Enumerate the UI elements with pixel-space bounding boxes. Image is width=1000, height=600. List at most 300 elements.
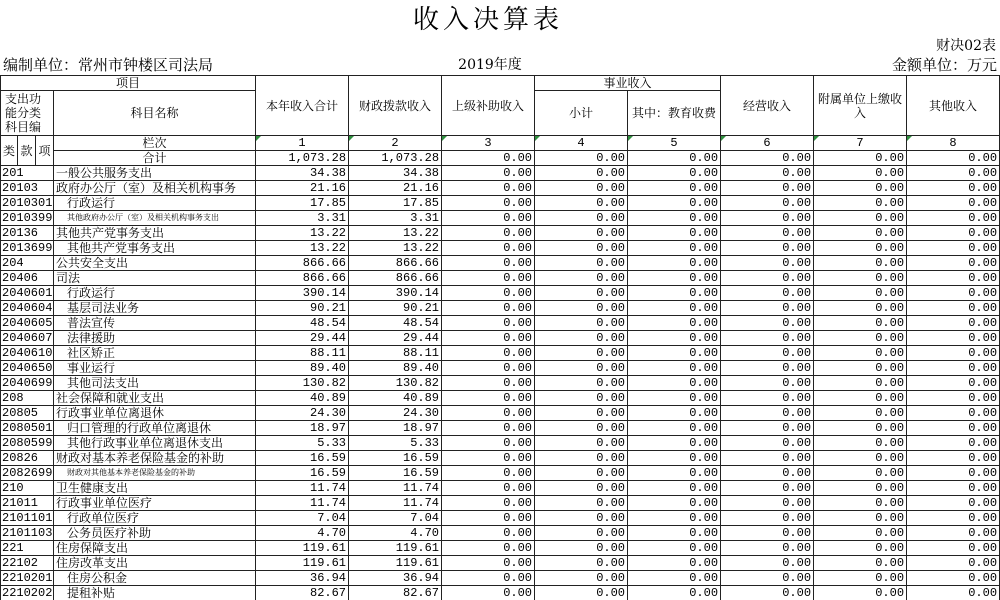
amount-cell: 82.67	[349, 586, 442, 600]
table-row	[1, 361, 1000, 376]
amount-cell: 0.00	[721, 196, 814, 211]
amount-cell: 0.00	[535, 391, 628, 406]
income-table	[0, 75, 1000, 600]
amount-cell: 0.00	[907, 316, 1000, 331]
amount-cell: 0.00	[721, 166, 814, 181]
amount-cell: 0.00	[535, 571, 628, 586]
amount-cell: 48.54	[256, 316, 349, 331]
amount-cell: 0.00	[814, 421, 907, 436]
amount-cell: 0.00	[535, 586, 628, 600]
amount-cell: 0.00	[442, 496, 535, 511]
amount-cell: 0.00	[814, 391, 907, 406]
subject-name: 卫生健康支出	[54, 481, 256, 496]
amount-cell: 29.44	[256, 331, 349, 346]
amount-cell: 0.00	[535, 271, 628, 286]
amount-cell: 16.59	[349, 451, 442, 466]
amount-cell: 0.00	[907, 406, 1000, 421]
amount-cell: 0.00	[442, 526, 535, 541]
header-education-fees: 其中：教育收费	[628, 91, 721, 136]
amount-cell: 0.00	[907, 571, 1000, 586]
amount-cell: 0.00	[442, 586, 535, 600]
amount-cell: 0.00	[535, 421, 628, 436]
amount-cell: 0.00	[814, 406, 907, 421]
amount-cell: 0.00	[535, 511, 628, 526]
amount-cell: 0.00	[907, 256, 1000, 271]
amount-cell: 13.22	[349, 241, 442, 256]
header-row-top	[1, 76, 1000, 91]
total-amount: 0.00	[535, 151, 628, 166]
amount-cell: 0.00	[721, 181, 814, 196]
amount-cell: 390.14	[349, 286, 442, 301]
amount-cell: 0.00	[907, 346, 1000, 361]
amount-cell: 0.00	[442, 421, 535, 436]
table-row	[1, 256, 1000, 271]
amount-cell: 21.16	[256, 181, 349, 196]
amount-cell: 0.00	[814, 481, 907, 496]
amount-cell: 0.00	[721, 466, 814, 481]
subject-code: 2040605	[2, 316, 53, 330]
amount-cell: 0.00	[907, 271, 1000, 286]
amount-cell: 0.00	[628, 361, 721, 376]
amount-cell: 17.85	[256, 196, 349, 211]
subject-name: 公共安全支出	[54, 256, 256, 271]
amount-cell: 0.00	[628, 421, 721, 436]
header-superior-subsidy: 上级补助收入	[442, 76, 535, 136]
amount-cell: 0.00	[907, 361, 1000, 376]
amount-cell: 0.00	[442, 556, 535, 571]
column-index: 4	[535, 136, 628, 151]
amount-cell: 88.11	[256, 346, 349, 361]
amount-cell: 390.14	[256, 286, 349, 301]
subject-name: 法律援助	[54, 331, 256, 346]
amount-cell: 0.00	[907, 586, 1000, 600]
amount-cell: 0.00	[535, 181, 628, 196]
amount-cell: 0.00	[442, 301, 535, 316]
amount-cell: 36.94	[256, 571, 349, 586]
subject-name: 财政对基本养老保险基金的补助	[54, 451, 256, 466]
total-amount: 1,073.28	[256, 151, 349, 166]
amount-cell: 0.00	[628, 496, 721, 511]
amount-cell: 0.00	[907, 466, 1000, 481]
amount-cell: 0.00	[814, 181, 907, 196]
compiling-unit: 编制单位：常州市钟楼区司法局	[3, 56, 214, 74]
amount-cell: 0.00	[442, 511, 535, 526]
amount-cell: 130.82	[349, 376, 442, 391]
amount-cell: 40.89	[256, 391, 349, 406]
table-row	[1, 496, 1000, 511]
table-row	[1, 241, 1000, 256]
amount-cell: 0.00	[442, 181, 535, 196]
amount-cell: 0.00	[814, 166, 907, 181]
amount-cell: 0.00	[721, 511, 814, 526]
amount-cell: 0.00	[721, 301, 814, 316]
amount-cell: 0.00	[907, 391, 1000, 406]
amount-cell: 0.00	[628, 241, 721, 256]
amount-cell: 82.67	[256, 586, 349, 600]
amount-cell: 16.59	[256, 451, 349, 466]
amount-cell: 866.66	[256, 256, 349, 271]
subject-name: 其他共产党事务支出	[54, 226, 256, 241]
subject-code: 201	[1, 166, 54, 181]
amount-cell: 5.33	[349, 436, 442, 451]
subject-name: 行政运行	[54, 196, 256, 211]
amount-cell: 0.00	[535, 316, 628, 331]
amount-cell: 0.00	[721, 361, 814, 376]
header-operating-income: 经营收入	[721, 76, 814, 136]
amount-cell: 0.00	[814, 301, 907, 316]
amount-cell: 0.00	[442, 166, 535, 181]
table-row	[1, 226, 1000, 241]
subject-code: 221	[1, 541, 54, 556]
amount-cell: 866.66	[349, 271, 442, 286]
table-row	[1, 346, 1000, 361]
amount-cell: 29.44	[349, 331, 442, 346]
table-row	[1, 466, 1000, 481]
amount-cell: 13.22	[256, 226, 349, 241]
amount-cell: 0.00	[721, 256, 814, 271]
amount-cell: 0.00	[535, 331, 628, 346]
column-index-row	[1, 136, 1000, 151]
amount-cell: 0.00	[628, 451, 721, 466]
subject-code: 20103	[1, 181, 54, 196]
subject-code: 2040650	[2, 361, 53, 375]
amount-cell: 119.61	[256, 556, 349, 571]
amount-cell: 0.00	[907, 496, 1000, 511]
amount-cell: 0.00	[442, 256, 535, 271]
table-row	[1, 331, 1000, 346]
amount-cell: 0.00	[721, 556, 814, 571]
amount-cell: 0.00	[907, 541, 1000, 556]
amount-cell: 0.00	[442, 346, 535, 361]
header-affiliated-remittance: 附属单位上缴收入	[814, 76, 907, 136]
amount-cell: 0.00	[721, 211, 814, 226]
amount-cell: 0.00	[442, 451, 535, 466]
subject-name: 其他司法支出	[54, 376, 256, 391]
amount-cell: 0.00	[442, 391, 535, 406]
amount-cell: 0.00	[628, 166, 721, 181]
amount-cell: 0.00	[907, 481, 1000, 496]
amount-cell: 0.00	[442, 286, 535, 301]
amount-cell: 0.00	[907, 211, 1000, 226]
amount-cell: 0.00	[814, 361, 907, 376]
amount-cell: 0.00	[628, 571, 721, 586]
header-business-income-group: 事业收入	[535, 76, 721, 91]
column-index: 1	[256, 136, 349, 151]
total-amount: 1,073.28	[349, 151, 442, 166]
amount-cell: 0.00	[535, 526, 628, 541]
amount-cell: 11.74	[349, 496, 442, 511]
subject-name: 一般公共服务支出	[54, 166, 256, 181]
amount-cell: 48.54	[349, 316, 442, 331]
amount-cell: 0.00	[535, 286, 628, 301]
amount-cell: 0.00	[535, 436, 628, 451]
subject-code: 22102	[1, 556, 54, 571]
table-row	[1, 271, 1000, 286]
subject-code: 210	[1, 481, 54, 496]
amount-cell: 0.00	[535, 376, 628, 391]
amount-cell: 0.00	[628, 541, 721, 556]
amount-cell: 0.00	[907, 511, 1000, 526]
amount-cell: 0.00	[628, 256, 721, 271]
amount-cell: 0.00	[442, 271, 535, 286]
amount-cell: 34.38	[256, 166, 349, 181]
amount-cell: 0.00	[814, 226, 907, 241]
table-row	[1, 376, 1000, 391]
table-row	[1, 301, 1000, 316]
amount-cell: 0.00	[628, 391, 721, 406]
subject-name: 住房改革支出	[54, 556, 256, 571]
amount-cell: 89.40	[256, 361, 349, 376]
amount-cell: 0.00	[535, 496, 628, 511]
total-label: 合计	[54, 151, 256, 166]
amount-cell: 0.00	[442, 376, 535, 391]
amount-cell: 18.97	[349, 421, 442, 436]
fiscal-year: 2019年度	[458, 57, 522, 73]
amount-cell: 7.04	[256, 511, 349, 526]
amount-cell: 0.00	[628, 331, 721, 346]
amount-cell: 16.59	[349, 466, 442, 481]
row-index-label: 栏次	[54, 136, 256, 151]
amount-cell: 0.00	[907, 301, 1000, 316]
subject-code: 2080501	[2, 421, 53, 435]
amount-cell: 0.00	[535, 406, 628, 421]
amount-cell: 0.00	[721, 421, 814, 436]
amount-cell: 0.00	[814, 286, 907, 301]
amount-cell: 0.00	[442, 196, 535, 211]
amount-cell: 0.00	[721, 541, 814, 556]
header-subject-code: 支出功能分类科目编	[1, 91, 54, 136]
column-index: 2	[349, 136, 442, 151]
subject-code: 20826	[1, 451, 54, 466]
subject-code: 20805	[1, 406, 54, 421]
amount-cell: 0.00	[721, 316, 814, 331]
column-index: 3	[442, 136, 535, 151]
amount-cell: 90.21	[256, 301, 349, 316]
table-row	[1, 391, 1000, 406]
column-index: 6	[721, 136, 814, 151]
amount-cell: 0.00	[628, 181, 721, 196]
amount-cell: 0.00	[814, 556, 907, 571]
table-row	[1, 286, 1000, 301]
amount-cell: 0.00	[814, 526, 907, 541]
amount-cell: 11.74	[256, 481, 349, 496]
amount-cell: 119.61	[349, 556, 442, 571]
table-row	[1, 556, 1000, 571]
amount-cell: 0.00	[814, 466, 907, 481]
subject-code: 2210202	[2, 586, 53, 600]
subject-code: 2080599	[2, 436, 53, 450]
subject-name: 其他共产党事务支出	[54, 241, 256, 256]
amount-cell: 0.00	[442, 331, 535, 346]
table-row	[1, 541, 1000, 556]
amount-cell: 0.00	[814, 586, 907, 600]
amount-cell: 0.00	[535, 301, 628, 316]
amount-cell: 0.00	[814, 376, 907, 391]
amount-cell: 0.00	[442, 466, 535, 481]
amount-cell: 0.00	[628, 316, 721, 331]
amount-cell: 0.00	[907, 166, 1000, 181]
amount-cell: 0.00	[628, 526, 721, 541]
amount-cell: 0.00	[628, 286, 721, 301]
subject-name: 普法宣传	[54, 316, 256, 331]
subject-code: 204	[1, 256, 54, 271]
report-title: 收入决算表	[412, 5, 563, 35]
form-code: 财决02表	[936, 38, 996, 54]
header-project: 项目	[1, 76, 256, 91]
subject-code: 2013699	[2, 241, 53, 255]
amount-cell: 0.00	[721, 586, 814, 600]
amount-cell: 13.22	[349, 226, 442, 241]
table-row	[1, 511, 1000, 526]
total-amount: 0.00	[721, 151, 814, 166]
amount-cell: 4.70	[256, 526, 349, 541]
amount-cell: 0.00	[442, 241, 535, 256]
table-row	[1, 181, 1000, 196]
amount-cell: 0.00	[628, 346, 721, 361]
amount-cell: 0.00	[535, 226, 628, 241]
subject-code: 2040604	[2, 301, 53, 315]
table-row	[1, 211, 1000, 226]
amount-cell: 21.16	[349, 181, 442, 196]
subject-name: 住房公积金	[54, 571, 256, 586]
subject-code: 2101103	[2, 526, 53, 540]
table-row	[1, 421, 1000, 436]
amount-cell: 16.59	[256, 466, 349, 481]
amount-cell: 0.00	[814, 436, 907, 451]
total-amount: 0.00	[628, 151, 721, 166]
amount-cell: 11.74	[349, 481, 442, 496]
amount-cell: 0.00	[535, 166, 628, 181]
amount-cell: 0.00	[721, 331, 814, 346]
total-row	[1, 151, 1000, 166]
amount-cell: 88.11	[349, 346, 442, 361]
amount-cell: 0.00	[628, 466, 721, 481]
subject-code: 208	[1, 391, 54, 406]
subject-name: 社区矫正	[54, 346, 256, 361]
amount-cell: 0.00	[535, 211, 628, 226]
subject-code: 2010301	[2, 196, 53, 210]
amount-cell: 18.97	[256, 421, 349, 436]
amount-cell: 0.00	[442, 211, 535, 226]
amount-cell: 0.00	[814, 451, 907, 466]
header-item: 项	[36, 136, 54, 166]
subject-name: 其他政府办公厅（室）及相关机构事务支出	[54, 211, 256, 226]
amount-cell: 0.00	[442, 226, 535, 241]
header-section: 款	[18, 136, 36, 166]
table-row	[1, 436, 1000, 451]
amount-cell: 130.82	[256, 376, 349, 391]
subject-name: 行政事业单位离退休	[54, 406, 256, 421]
subject-name: 其他行政事业单位离退休支出	[54, 436, 256, 451]
amount-cell: 0.00	[628, 586, 721, 600]
subject-code: 20136	[1, 226, 54, 241]
subject-code: 21011	[1, 496, 54, 511]
amount-cell: 0.00	[814, 541, 907, 556]
subject-name: 提租补贴	[54, 586, 256, 600]
amount-cell: 0.00	[628, 436, 721, 451]
amount-cell: 0.00	[442, 541, 535, 556]
amount-cell: 0.00	[907, 421, 1000, 436]
amount-cell: 0.00	[442, 406, 535, 421]
subject-name: 公务员医疗补助	[54, 526, 256, 541]
amount-cell: 0.00	[442, 481, 535, 496]
amount-cell: 5.33	[256, 436, 349, 451]
table-row	[1, 481, 1000, 496]
amount-cell: 0.00	[535, 256, 628, 271]
column-index: 5	[628, 136, 721, 151]
amount-cell: 3.31	[349, 211, 442, 226]
amount-cell: 0.00	[721, 241, 814, 256]
amount-cell: 0.00	[907, 181, 1000, 196]
amount-cell: 0.00	[535, 241, 628, 256]
amount-cell: 0.00	[628, 406, 721, 421]
header-total-income: 本年收入合计	[256, 76, 349, 136]
subject-code: 2010399	[2, 211, 53, 225]
subject-name: 归口管理的行政单位离退休	[54, 421, 256, 436]
amount-cell: 0.00	[628, 226, 721, 241]
amount-cell: 866.66	[256, 271, 349, 286]
amount-cell: 0.00	[814, 271, 907, 286]
amount-cell: 0.00	[814, 256, 907, 271]
amount-cell: 0.00	[907, 376, 1000, 391]
amount-cell: 0.00	[721, 526, 814, 541]
amount-cell: 0.00	[628, 196, 721, 211]
amount-cell: 119.61	[349, 541, 442, 556]
amount-cell: 0.00	[721, 271, 814, 286]
subject-name: 行政事业单位医疗	[54, 496, 256, 511]
amount-cell: 0.00	[628, 271, 721, 286]
amount-cell: 36.94	[349, 571, 442, 586]
total-amount: 0.00	[814, 151, 907, 166]
amount-cell: 0.00	[721, 226, 814, 241]
amount-cell: 11.74	[256, 496, 349, 511]
header-class: 类	[1, 136, 18, 166]
amount-cell: 0.00	[814, 241, 907, 256]
header-fiscal-appropriation: 财政拨款收入	[349, 76, 442, 136]
amount-cell: 0.00	[907, 196, 1000, 211]
amount-cell: 0.00	[721, 481, 814, 496]
amount-cell: 119.61	[256, 541, 349, 556]
column-index: 7	[814, 136, 907, 151]
amount-cell: 0.00	[814, 211, 907, 226]
amount-cell: 0.00	[721, 376, 814, 391]
amount-cell: 0.00	[628, 511, 721, 526]
subject-code: 2040699	[2, 376, 53, 390]
amount-cell: 0.00	[442, 316, 535, 331]
subject-code: 2101101	[2, 511, 53, 525]
subject-name: 行政运行	[54, 286, 256, 301]
amount-cell: 0.00	[907, 526, 1000, 541]
table-body	[1, 166, 1000, 600]
amount-cell: 24.30	[349, 406, 442, 421]
amount-cell: 13.22	[256, 241, 349, 256]
amount-cell: 0.00	[442, 361, 535, 376]
amount-cell: 0.00	[907, 556, 1000, 571]
column-index: 8	[907, 136, 1000, 151]
amount-cell: 0.00	[907, 226, 1000, 241]
total-amount: 0.00	[442, 151, 535, 166]
amount-cell: 7.04	[349, 511, 442, 526]
amount-cell: 0.00	[628, 556, 721, 571]
amount-cell: 0.00	[628, 481, 721, 496]
amount-cell: 0.00	[721, 571, 814, 586]
subject-name: 住房保障支出	[54, 541, 256, 556]
amount-cell: 866.66	[349, 256, 442, 271]
subject-code: 2210201	[2, 571, 53, 585]
subject-code: 2040607	[2, 331, 53, 345]
amount-cell: 0.00	[814, 196, 907, 211]
subject-name: 社会保障和就业支出	[54, 391, 256, 406]
